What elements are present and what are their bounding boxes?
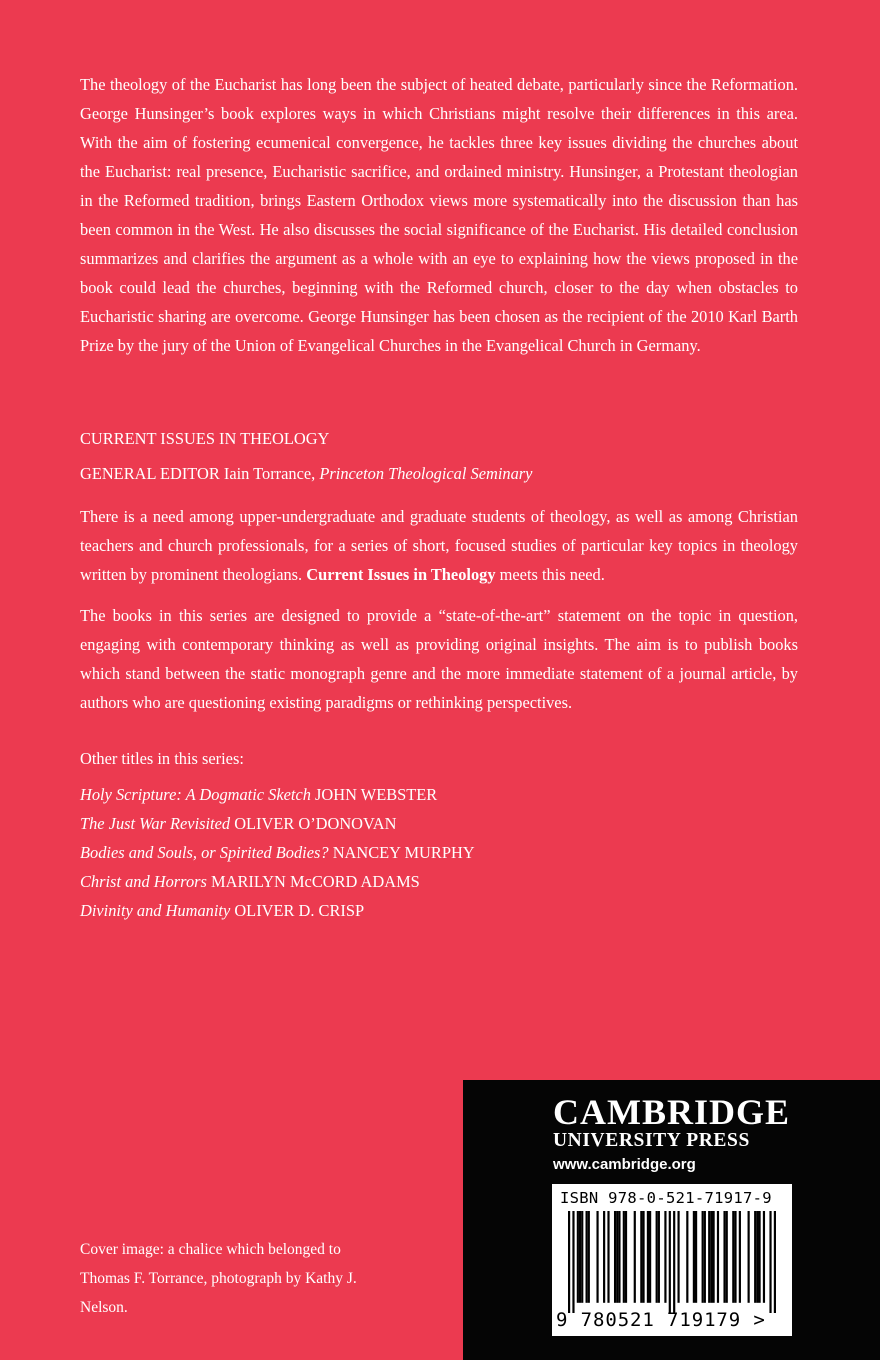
general-editor xyxy=(80,459,532,488)
barcode-bar xyxy=(647,1211,649,1303)
barcode-bar xyxy=(693,1211,695,1303)
barcode-bar xyxy=(673,1211,675,1313)
publisher-box xyxy=(463,1080,880,1360)
barcode-bar xyxy=(642,1211,644,1303)
barcode-bar xyxy=(686,1211,688,1303)
cover-image-credit: Cover image: a chalice which belonged to Thomas F. Torrance, photograph by Kathy J. Nelson. xyxy=(80,1241,357,1316)
barcode-bar xyxy=(734,1211,736,1303)
publisher-url: www.cambridge.org xyxy=(553,1156,696,1173)
book-title: Christ and Horrors xyxy=(80,872,207,891)
barcode-bar xyxy=(656,1211,658,1303)
series-name-bold: Current Issues in Theology xyxy=(306,565,496,584)
barcode-bar xyxy=(603,1211,605,1303)
barcode-bar xyxy=(568,1211,570,1313)
book-author: OLIVER D. CRISP xyxy=(234,901,365,920)
barcode-bar xyxy=(625,1211,627,1303)
barcode-bar xyxy=(658,1211,660,1303)
barcode-bar xyxy=(607,1211,609,1303)
book-title: Holy Scripture: A Dogmatic Sketch xyxy=(80,785,311,804)
barcode-bar xyxy=(572,1211,574,1313)
barcode-panel xyxy=(552,1184,792,1336)
barcode-bar xyxy=(649,1211,651,1303)
barcode-bar xyxy=(726,1211,728,1303)
publisher-name: CAMBRIDGE xyxy=(553,1092,791,1132)
barcode-bar xyxy=(739,1211,741,1303)
book-author: JOHN WEBSTER xyxy=(315,785,438,804)
barcode-bar xyxy=(756,1211,758,1303)
editor-affiliation: Princeton Theological Seminary xyxy=(319,464,533,483)
barcode-bar xyxy=(702,1211,704,1303)
publisher-subtitle: UNIVERSITY PRESS xyxy=(553,1130,750,1151)
barcode-bar xyxy=(669,1211,671,1313)
barcode-bar xyxy=(581,1211,583,1303)
barcode-bar xyxy=(586,1211,588,1303)
list-item xyxy=(80,896,475,925)
barcode-bar xyxy=(577,1211,579,1303)
editor-label: GENERAL EDITOR xyxy=(80,464,220,483)
list-item xyxy=(80,867,475,896)
book-description: The theology of the Eucharist has long been the subject of heated debate, particularly since the Reformation. George Hunsinger’s book explores ways in which Christians might resolve their differences in this area. With the aim of fostering ecumenical convergence, he tackles three key issues dividing the churches about the Eucharist: real presence, Eucharistic sacrifice, and ordained ministry. Hunsinger, a Protestant theologian in the Reformed tradition, brings Eastern Orthodox views more systematically into the discussion than has been common in the West. He also discusses the social significance of the Eucharist. His detailed conclusion summarizes and clarifies the argument as a whole with an eye to explaining how the views proposed in the book could lead the churches, beginning with the Reformed church, closer to the day when obstacles to Eucharistic sharing are overcome. George Hunsinger has been chosen as the recipient of the 2010 Karl Barth Prize by the jury of the Union of Evangelical Churches in the Evangelical Church in Germany. xyxy=(80,75,798,355)
barcode-bar xyxy=(618,1211,620,1303)
barcode-bar xyxy=(758,1211,760,1303)
barcode-bar xyxy=(769,1211,771,1313)
book-author: NANCEY MURPHY xyxy=(332,843,475,862)
barcode-bar xyxy=(634,1211,636,1303)
barcode-bar xyxy=(616,1211,618,1303)
barcode-bar xyxy=(579,1211,581,1303)
barcode-bar xyxy=(754,1211,756,1303)
barcode-bar xyxy=(748,1211,750,1303)
barcode-bar xyxy=(677,1211,679,1303)
book-title: Bodies and Souls, or Spirited Bodies? xyxy=(80,843,329,862)
series-description-1 xyxy=(80,502,798,589)
book-author: OLIVER O’DONOVAN xyxy=(234,814,397,833)
barcode-bar xyxy=(614,1211,616,1303)
barcode-bar xyxy=(664,1211,666,1303)
barcode-bar xyxy=(596,1211,598,1303)
barcode-bar xyxy=(774,1211,776,1313)
barcode-bar xyxy=(717,1211,719,1303)
barcode-bar xyxy=(708,1211,710,1303)
barcode-bar xyxy=(640,1211,642,1303)
list-item xyxy=(80,809,475,838)
ean-digits: 9 780521 719179 > xyxy=(556,1309,766,1331)
barcode-bar xyxy=(588,1211,590,1303)
isbn-text: ISBN 978-0-521-71917-9 xyxy=(560,1189,772,1207)
book-title: Divinity and Humanity xyxy=(80,901,231,920)
editor-name: Iain Torrance, xyxy=(223,464,316,483)
series-description-2: The books in this series are designed to provide a “state-of-the-art” statement on the topic in question, engaging with contemporary thinking as well as providing original insights. The aim is to publish books which stand between the static monograph genre and the more immediate statement of a journal article, by authors who are questioning existing paradigms or rethinking perspectives. xyxy=(80,606,798,712)
barcode-bar xyxy=(713,1211,715,1303)
list-item xyxy=(80,838,475,867)
other-titles-heading: Other titles in this series: xyxy=(80,749,244,768)
para1-text-a: There is a need among upper-undergraduate and graduate students of theology, as well as among Christian teachers and church professionals, for a series of short, focused studies of particular key topics in theology written by prominent theologians. xyxy=(80,507,798,584)
para1-text-b: meets this need. xyxy=(495,565,605,584)
series-title: CURRENT ISSUES IN THEOLOGY xyxy=(80,429,330,448)
barcode-bar xyxy=(704,1211,706,1303)
list-item xyxy=(80,780,475,809)
barcode-bar xyxy=(710,1211,712,1303)
book-title: The Just War Revisited xyxy=(80,814,231,833)
barcode-bar xyxy=(695,1211,697,1303)
other-titles-list xyxy=(80,780,475,925)
book-author: MARILYN McCORD ADAMS xyxy=(211,872,420,891)
barcode-bar xyxy=(732,1211,734,1303)
barcode-bar xyxy=(723,1211,725,1303)
barcode-icon xyxy=(568,1211,776,1313)
barcode-bar xyxy=(763,1211,765,1303)
barcode-bar xyxy=(623,1211,625,1303)
